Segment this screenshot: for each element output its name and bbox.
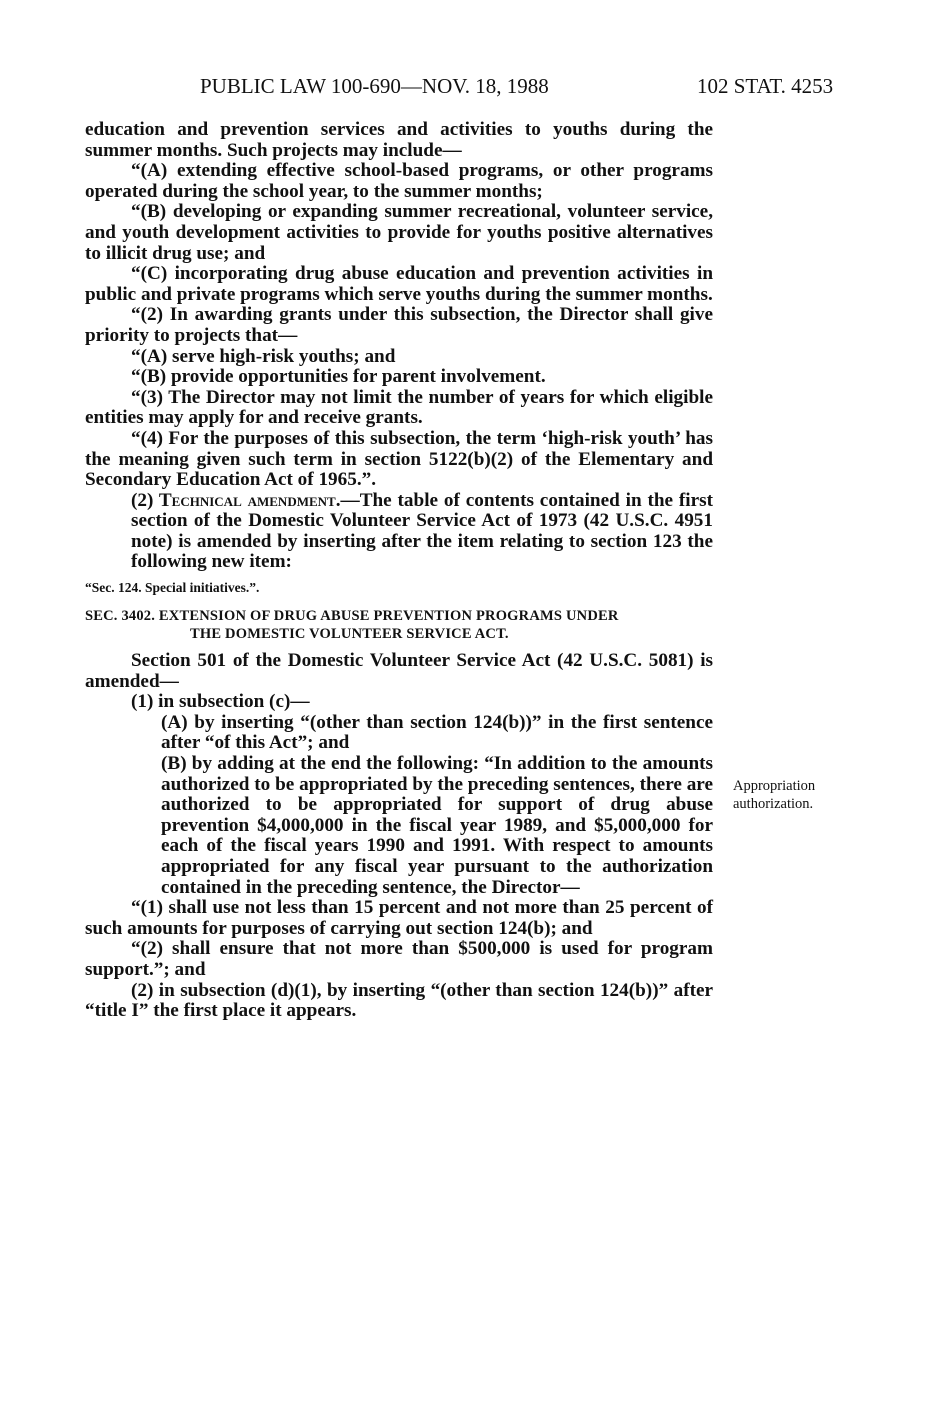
technical-amendment <box>85 491 713 573</box>
section-heading <box>85 607 713 643</box>
amend-1b: (B) by adding at the end the following: “In addition to the amounts authorized to be appropriated by the preceding sentences, there are authorized to be appropriated for support of drug abuse prevention $4,000,000 in the fiscal year 1989, and $5,000,000 for each of the fiscal years 1990 and 1991. With respect to amounts appropriated for any fiscal year pursuant to the authorization contained in the preceding sentence, the Director— <box>161 753 713 898</box>
page-header <box>0 74 948 104</box>
margin-note-line2: authorization. <box>733 796 814 812</box>
section-label: SEC. 3402. <box>85 608 156 625</box>
paragraph: education and prevention services and activities to youths during the summer months. Such projects may include— <box>85 119 713 161</box>
section-title-line2: THE DOMESTIC VOLUNTEER SERVICE ACT. <box>190 626 509 643</box>
section-title-line1: EXTENSION OF DRUG ABUSE PREVENTION PROGRAMS UNDER <box>158 608 619 625</box>
paragraph-b: “(B) developing or expanding summer recreational, volunteer service, and youth development activities to provide for youths positive alternatives to illicit drug use; and <box>85 201 713 264</box>
technical-amendment-text: —The table of contents contained in the first section of the Domestic Volunteer Service Act of 1973 (42 U.S.C. 4951 note) is amended by inserting after the item relating to section 123 the following new item: <box>131 489 714 573</box>
technical-amendment-label: (2) Technical amendment. <box>131 489 341 511</box>
amend-quote-1: “(1) shall use not less than 15 percent and not more than 25 percent of such amounts for purposes of carrying out section 124(b); and <box>85 897 713 939</box>
paragraph-4: “(4) For the purposes of this subsection, the term ‘high-risk youth’ has the meaning given such term in section 5122(b)(2) of the Elementary and Secondary Education Act of 1965.”. <box>85 427 713 491</box>
new-item: “Sec. 124. Special initiatives.”. <box>85 580 260 596</box>
paragraph-c: “(C) incorporating drug abuse education and prevention activities in public and private programs which serve youths during the summer months. <box>85 263 713 305</box>
paragraph-3: “(3) The Director may not limit the number of years for which eligible entities may apply for and receive grants. <box>85 386 713 429</box>
header-title: PUBLIC LAW 100-690—NOV. 18, 1988 <box>200 74 549 98</box>
margin-note-line1: Appropriation <box>733 778 816 794</box>
section-intro: Section 501 of the Domestic Volunteer Service Act (42 U.S.C. 5081) is amended— <box>85 650 713 692</box>
margin-note <box>733 777 815 813</box>
paragraph-2: “(2) In awarding grants under this subsection, the Director shall give priority to projects that— <box>85 304 713 346</box>
paragraph-a: “(A) extending effective school-based programs, or other programs operated during the school year, to the summer months; <box>85 160 713 202</box>
paragraph-2a: “(A) serve high-risk youths; and <box>131 345 396 367</box>
amend-1a: (A) by inserting “(other than section 124(b))” in the first sentence after “of this Act”; and <box>161 711 713 754</box>
page-body <box>85 120 713 1022</box>
header-stat: 102 STAT. 4253 <box>697 74 834 98</box>
amend-1: (1) in subsection (c)— <box>131 691 310 713</box>
paragraph-2b: “(B) provide opportunities for parent involvement. <box>131 366 546 388</box>
amend-2: (2) in subsection (d)(1), by inserting “(other than section 124(b))” after “title I” the first place it appears. <box>85 979 713 1022</box>
amend-quote-2: “(2) shall ensure that not more than $500,000 is used for program support.”; and <box>85 938 713 980</box>
